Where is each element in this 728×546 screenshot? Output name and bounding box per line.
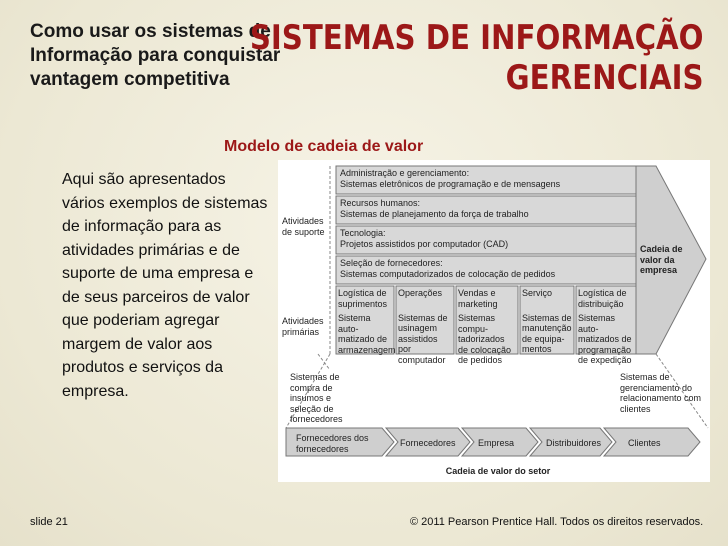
section-subtitle: Modelo de cadeia de valor	[224, 138, 424, 155]
right-note: Sistemas de gerenciamento do relacionamento com clientes	[620, 372, 702, 414]
support-row-name: Seleção de fornecedores:	[340, 258, 443, 268]
primary-col-name: Serviço	[522, 288, 553, 298]
primary-col-name: Logística de distribuição	[578, 288, 627, 309]
value-chain-figure	[278, 160, 710, 482]
primary-col-system: Sistemas compu-tadorizados de colocação de pedidos	[458, 313, 512, 365]
brand-line-1: SISTEMAS DE INFORMAÇÃO	[250, 18, 704, 58]
chain-item: Fornecedores dos fornecedores	[296, 433, 369, 454]
industry-chain-label: Cadeia de valor do setor	[445, 466, 551, 476]
body-paragraph: Aqui são apresentados vários exemplos de sistemas de informação para as atividades primárias e de suporte de uma empresa e de seus parceiros de valor que poderiam agregar margem de valor aos produtos e serviços da empresa.	[62, 171, 268, 400]
chain-item: Empresa	[478, 438, 515, 448]
chain-item: Clientes	[628, 438, 661, 448]
brand-logo	[250, 18, 704, 98]
primary-col-name: Operações	[398, 288, 443, 298]
support-row-system: Sistemas de planejamento da força de trabalho	[340, 208, 529, 219]
primary-col-name: Vendas e marketing	[458, 288, 498, 309]
value-chain-margin-label: Cadeia de valor da empresa	[640, 244, 683, 275]
primary-col-outbound	[578, 288, 634, 366]
chain-item: Distribuidores	[546, 438, 602, 448]
support-row-hr	[340, 198, 630, 219]
support-row-name: Administração e gerenciamento:	[340, 168, 470, 178]
support-activities-label: Atividades de suporte	[282, 216, 325, 237]
slide-number: slide 21	[30, 516, 68, 528]
support-row-tech	[340, 228, 630, 249]
primary-col-inbound	[338, 288, 396, 355]
primary-col-sales	[458, 288, 516, 366]
primary-col-system: Sistemas de manutenção de equipa-mentos	[522, 312, 572, 354]
primary-col-system: Sistema auto-matizado de armazenagem	[338, 313, 396, 355]
support-row-procurement	[340, 258, 630, 279]
primary-col-system: Sistemas de usinagem assistidos por computador	[398, 312, 448, 365]
primary-activities-label: Atividades primárias	[282, 316, 324, 337]
chain-item: Fornecedores	[400, 438, 456, 448]
left-note: Sistemas de compra de insumos e seleção de fornecedores	[290, 372, 343, 424]
support-row-system: Sistemas eletrônicos de programação e de mensagens	[340, 178, 561, 189]
primary-col-service	[522, 288, 572, 355]
primary-col-operations	[398, 288, 452, 365]
primary-col-system: Sistemas auto-matizados de programação de expedição	[578, 313, 632, 365]
brand-line-2: GERENCIAIS	[506, 58, 704, 98]
support-row-admin	[340, 168, 630, 189]
support-row-name: Recursos humanos:	[340, 198, 421, 208]
primary-col-name: Logística de suprimentos	[338, 288, 388, 309]
copyright-notice: © 2011 Pearson Prentice Hall. Todos os direitos reservados.	[410, 516, 704, 528]
support-row-system: Sistemas computadorizados de colocação de pedidos	[340, 268, 556, 279]
support-row-system: Projetos assistidos por computador (CAD)	[340, 238, 509, 249]
support-row-name: Tecnologia:	[340, 228, 386, 238]
slide-title: Como usar os sistemas de Informação para conquistar vantagem competitiva	[30, 21, 281, 90]
